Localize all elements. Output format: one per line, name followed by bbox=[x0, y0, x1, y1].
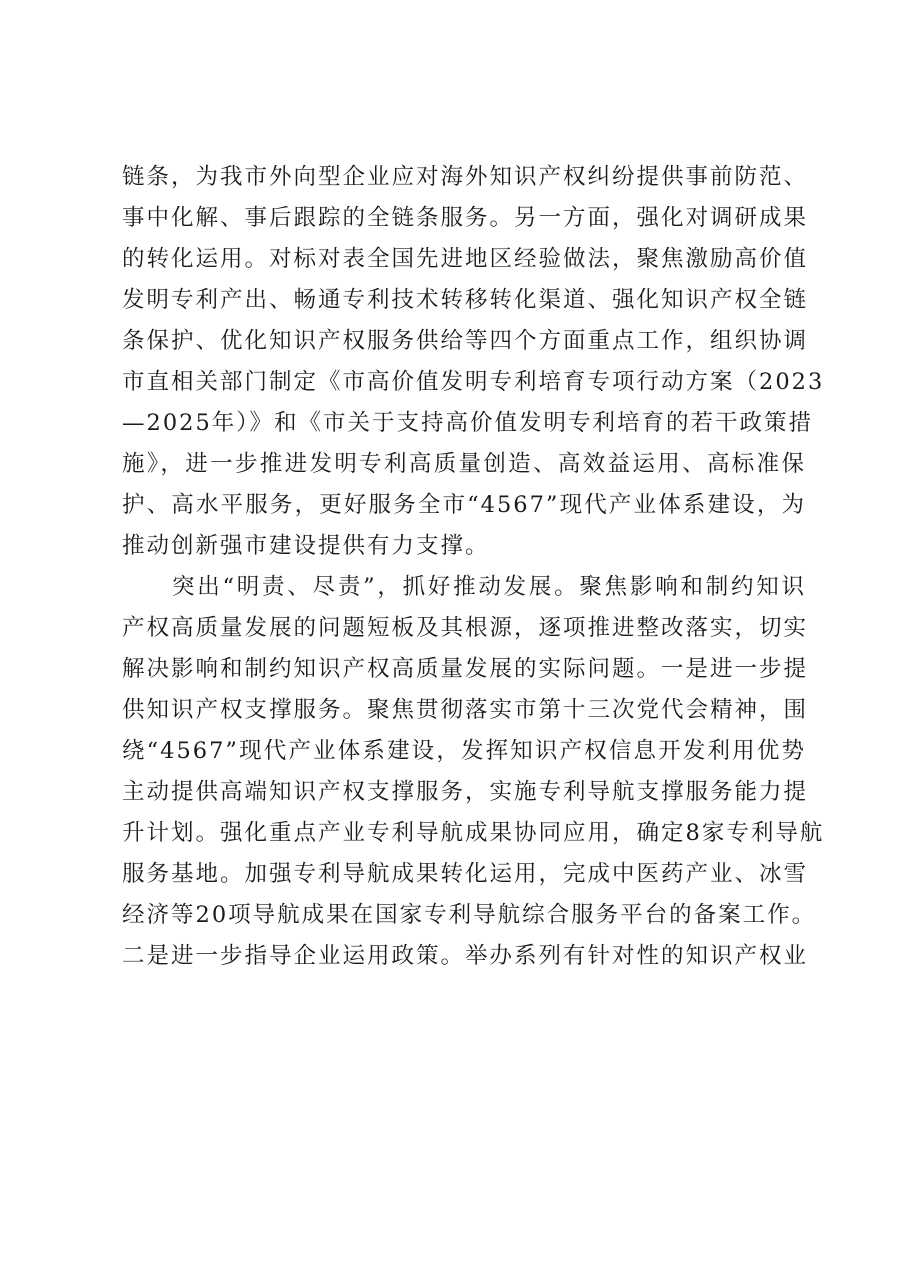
text-line: 升计划。强化重点产业专利导航成果协同应用，确定8家专利导航 bbox=[122, 820, 825, 846]
paragraph-first-line: 突出“明责、尽责”，抓好推动发展。聚焦影响和制约知识 bbox=[172, 574, 806, 600]
text-line: 主动提供高端知识产权支撑服务，实施专利导航支撑服务能力提 bbox=[122, 779, 809, 805]
text-line: 绕“4567”现代产业体系建设，发挥知识产权信息开发利用优势 bbox=[122, 738, 806, 764]
text-line: 经济等20项导航成果在国家专利导航综合服务平台的备案工作。 bbox=[122, 902, 817, 928]
text-line: 事中化解、事后跟踪的全链条服务。另一方面，强化对调研成果 bbox=[122, 205, 809, 231]
text-line: 发明专利产出、畅通专利技术转移转化渠道、强化知识产权全链 bbox=[122, 287, 809, 313]
text-line: 链条，为我市外向型企业应对海外知识产权纠纷提供事前防范、 bbox=[122, 164, 809, 190]
text-line: —2025年）》和《市关于支持高价值发明专利培育的若干政策措 bbox=[122, 410, 814, 436]
text-line: 供知识产权支撑服务。聚焦贯彻落实市第十三次党代会精神，围 bbox=[122, 697, 809, 723]
text-line: 二是进一步指导企业运用政策。举办系列有针对性的知识产权业 bbox=[122, 943, 809, 969]
text-line: 市直相关部门制定《市高价值发明专利培育专项行动方案（2023 bbox=[122, 369, 825, 395]
document-body bbox=[122, 157, 825, 977]
text-line: 解决影响和制约知识产权高质量发展的实际问题。一是进一步提 bbox=[122, 656, 809, 682]
text-line: 推动创新强市建设提供有力支撑。 bbox=[122, 533, 490, 559]
text-line: 护、高水平服务，更好服务全市“4567”现代产业体系建设，为 bbox=[122, 492, 806, 518]
text-line: 的转化运用。对标对表全国先进地区经验做法，聚焦激励高价值 bbox=[122, 246, 809, 272]
text-line: 条保护、优化知识产权服务供给等四个方面重点工作，组织协调 bbox=[122, 328, 809, 354]
text-line: 服务基地。加强专利导航成果转化运用，完成中医药产业、冰雪 bbox=[122, 861, 809, 887]
text-line: 产权高质量发展的问题短板及其根源，逐项推进整改落实，切实 bbox=[122, 615, 809, 641]
text-line: 施》，进一步推进发明专利高质量创造、高效益运用、高标准保 bbox=[122, 451, 806, 477]
